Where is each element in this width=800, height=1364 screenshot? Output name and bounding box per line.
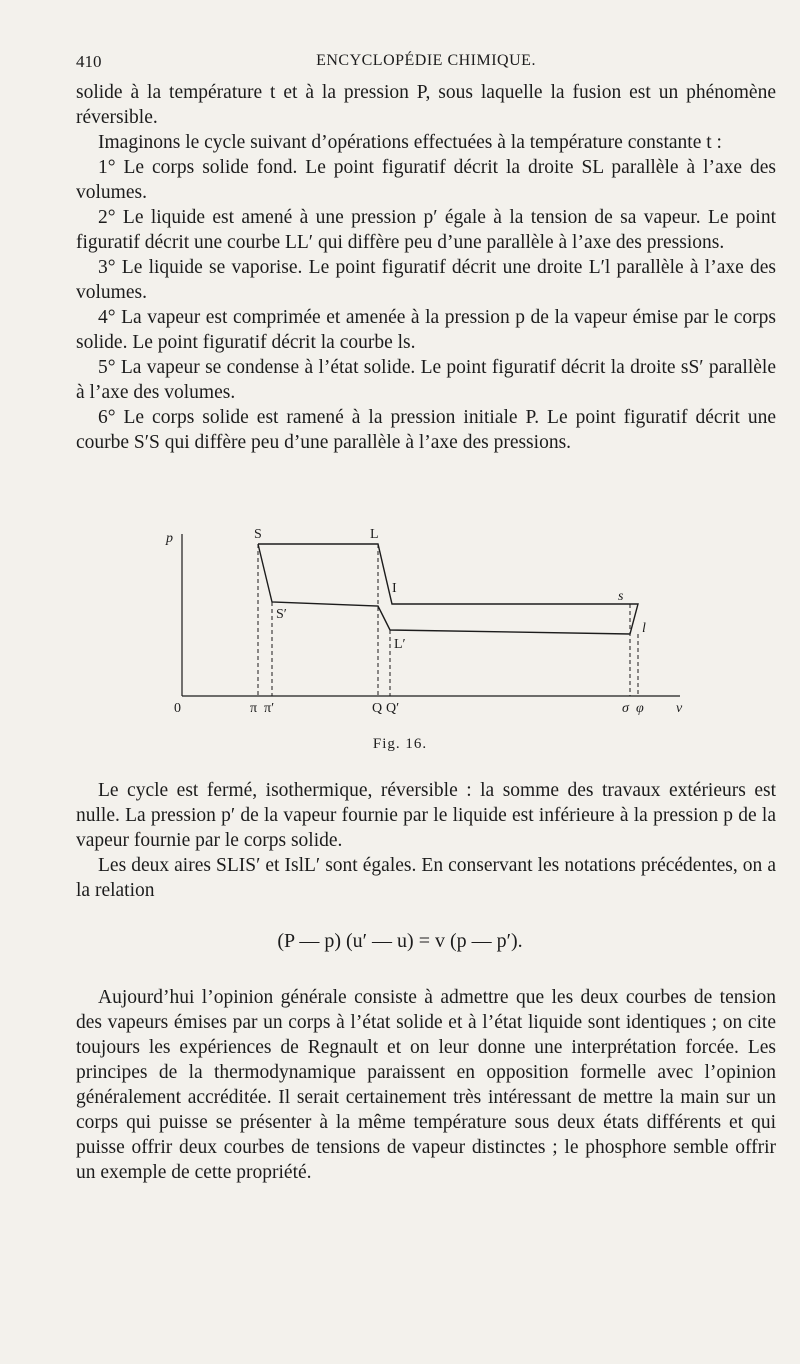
- label-v-axis: v: [676, 701, 683, 716]
- pv-cycle-diagram: [160, 520, 700, 730]
- label-I: I: [392, 581, 397, 596]
- label-L: L: [370, 527, 379, 542]
- label-Q-prime: Q′: [386, 701, 400, 716]
- label-phi: φ: [636, 701, 644, 716]
- page-header: [76, 52, 776, 76]
- cycle-path: [258, 544, 638, 634]
- paragraph: 3° Le liquide se vaporise. Le point figuratif décrit une droite L′l parallèle à l’axe des volumes.: [76, 257, 776, 303]
- text-block-mid: [76, 778, 776, 903]
- label-origin: 0: [174, 701, 181, 716]
- label-p-axis: p: [166, 531, 173, 546]
- label-l: l: [642, 621, 646, 636]
- text-block-bottom: [76, 985, 776, 1185]
- label-pi: π: [250, 701, 258, 716]
- label-S-prime: S′: [276, 607, 287, 622]
- running-title: ENCYCLOPÉDIE CHIMIQUE.: [316, 52, 536, 69]
- equation: (P — p) (u′ — u) = v (p — p′).: [277, 930, 523, 952]
- paragraph: Imaginons le cycle suivant d’opérations effectuées à la température constante t :: [98, 132, 722, 153]
- label-pi-prime: π′: [264, 701, 275, 716]
- paragraph: 2° Le liquide est amené à une pression p′ égale à la tension de sa vapeur. Le point figuratif décrit une courbe LL′ qui diffère peu d’une parallèle à l’axe des pressions.: [76, 207, 776, 253]
- label-sigma: σ: [622, 701, 629, 716]
- paragraph: solide à la température t et à la pression P, sous laquelle la fusion est un phénomène réversible.: [76, 82, 776, 128]
- figure-caption: Fig. 16.: [372, 736, 428, 752]
- label-Q: Q: [372, 701, 383, 716]
- paragraph: 4° La vapeur est comprimée et amenée à la pression p de la vapeur émise par le corps solide. Le point figuratif décrit la courbe ls.: [76, 307, 776, 353]
- paragraph: 5° La vapeur se condense à l’état solide. Le point figuratif décrit la droite sS′ parallèle à l’axe des volumes.: [76, 357, 776, 403]
- paragraph: Les deux aires SLIS′ et IslL′ sont égales. En conservant les notations précédentes, on a la relation: [76, 855, 776, 901]
- text-block-top: [76, 80, 776, 455]
- page-number: 410: [76, 52, 102, 71]
- paragraph: Le cycle est fermé, isothermique, réversible : la somme des travaux extérieurs est nulle. La pression p′ de la vapeur fournie par le liquide est inférieure à la pression p de la vapeur fournie par le corps solide.: [76, 780, 776, 851]
- paragraph: 1° Le corps solide fond. Le point figuratif décrit la droite SL parallèle à l’axe des volumes.: [76, 157, 776, 203]
- paragraph: 6° Le corps solide est ramené à la pression initiale P. Le point figuratif décrit une courbe S′S qui diffère peu d’une parallèle à l’axe des pressions.: [76, 407, 776, 453]
- label-L-prime: L′: [394, 637, 406, 652]
- label-S: S: [254, 527, 262, 542]
- paragraph: Aujourd’hui l’opinion générale consiste à admettre que les deux courbes de tension des vapeurs émises par un corps à l’état solide et à l’état liquide sont identiques ; on cite toujours les expériences de Regnault et on leur donne une interprétation forcée. Les principes de la thermodynamique paraissent en opposition formelle avec l’opinion généralement accréditée. Il serait certainement très intéressant de mettre la main sur un corps qui puisse se présenter à la même température sous deux états différents et qui puisse offrir deux courbes de tensions de vapeur distinctes ; le phosphore semble offrir un exemple de cette propriété.: [76, 987, 776, 1183]
- label-s: s: [618, 589, 624, 604]
